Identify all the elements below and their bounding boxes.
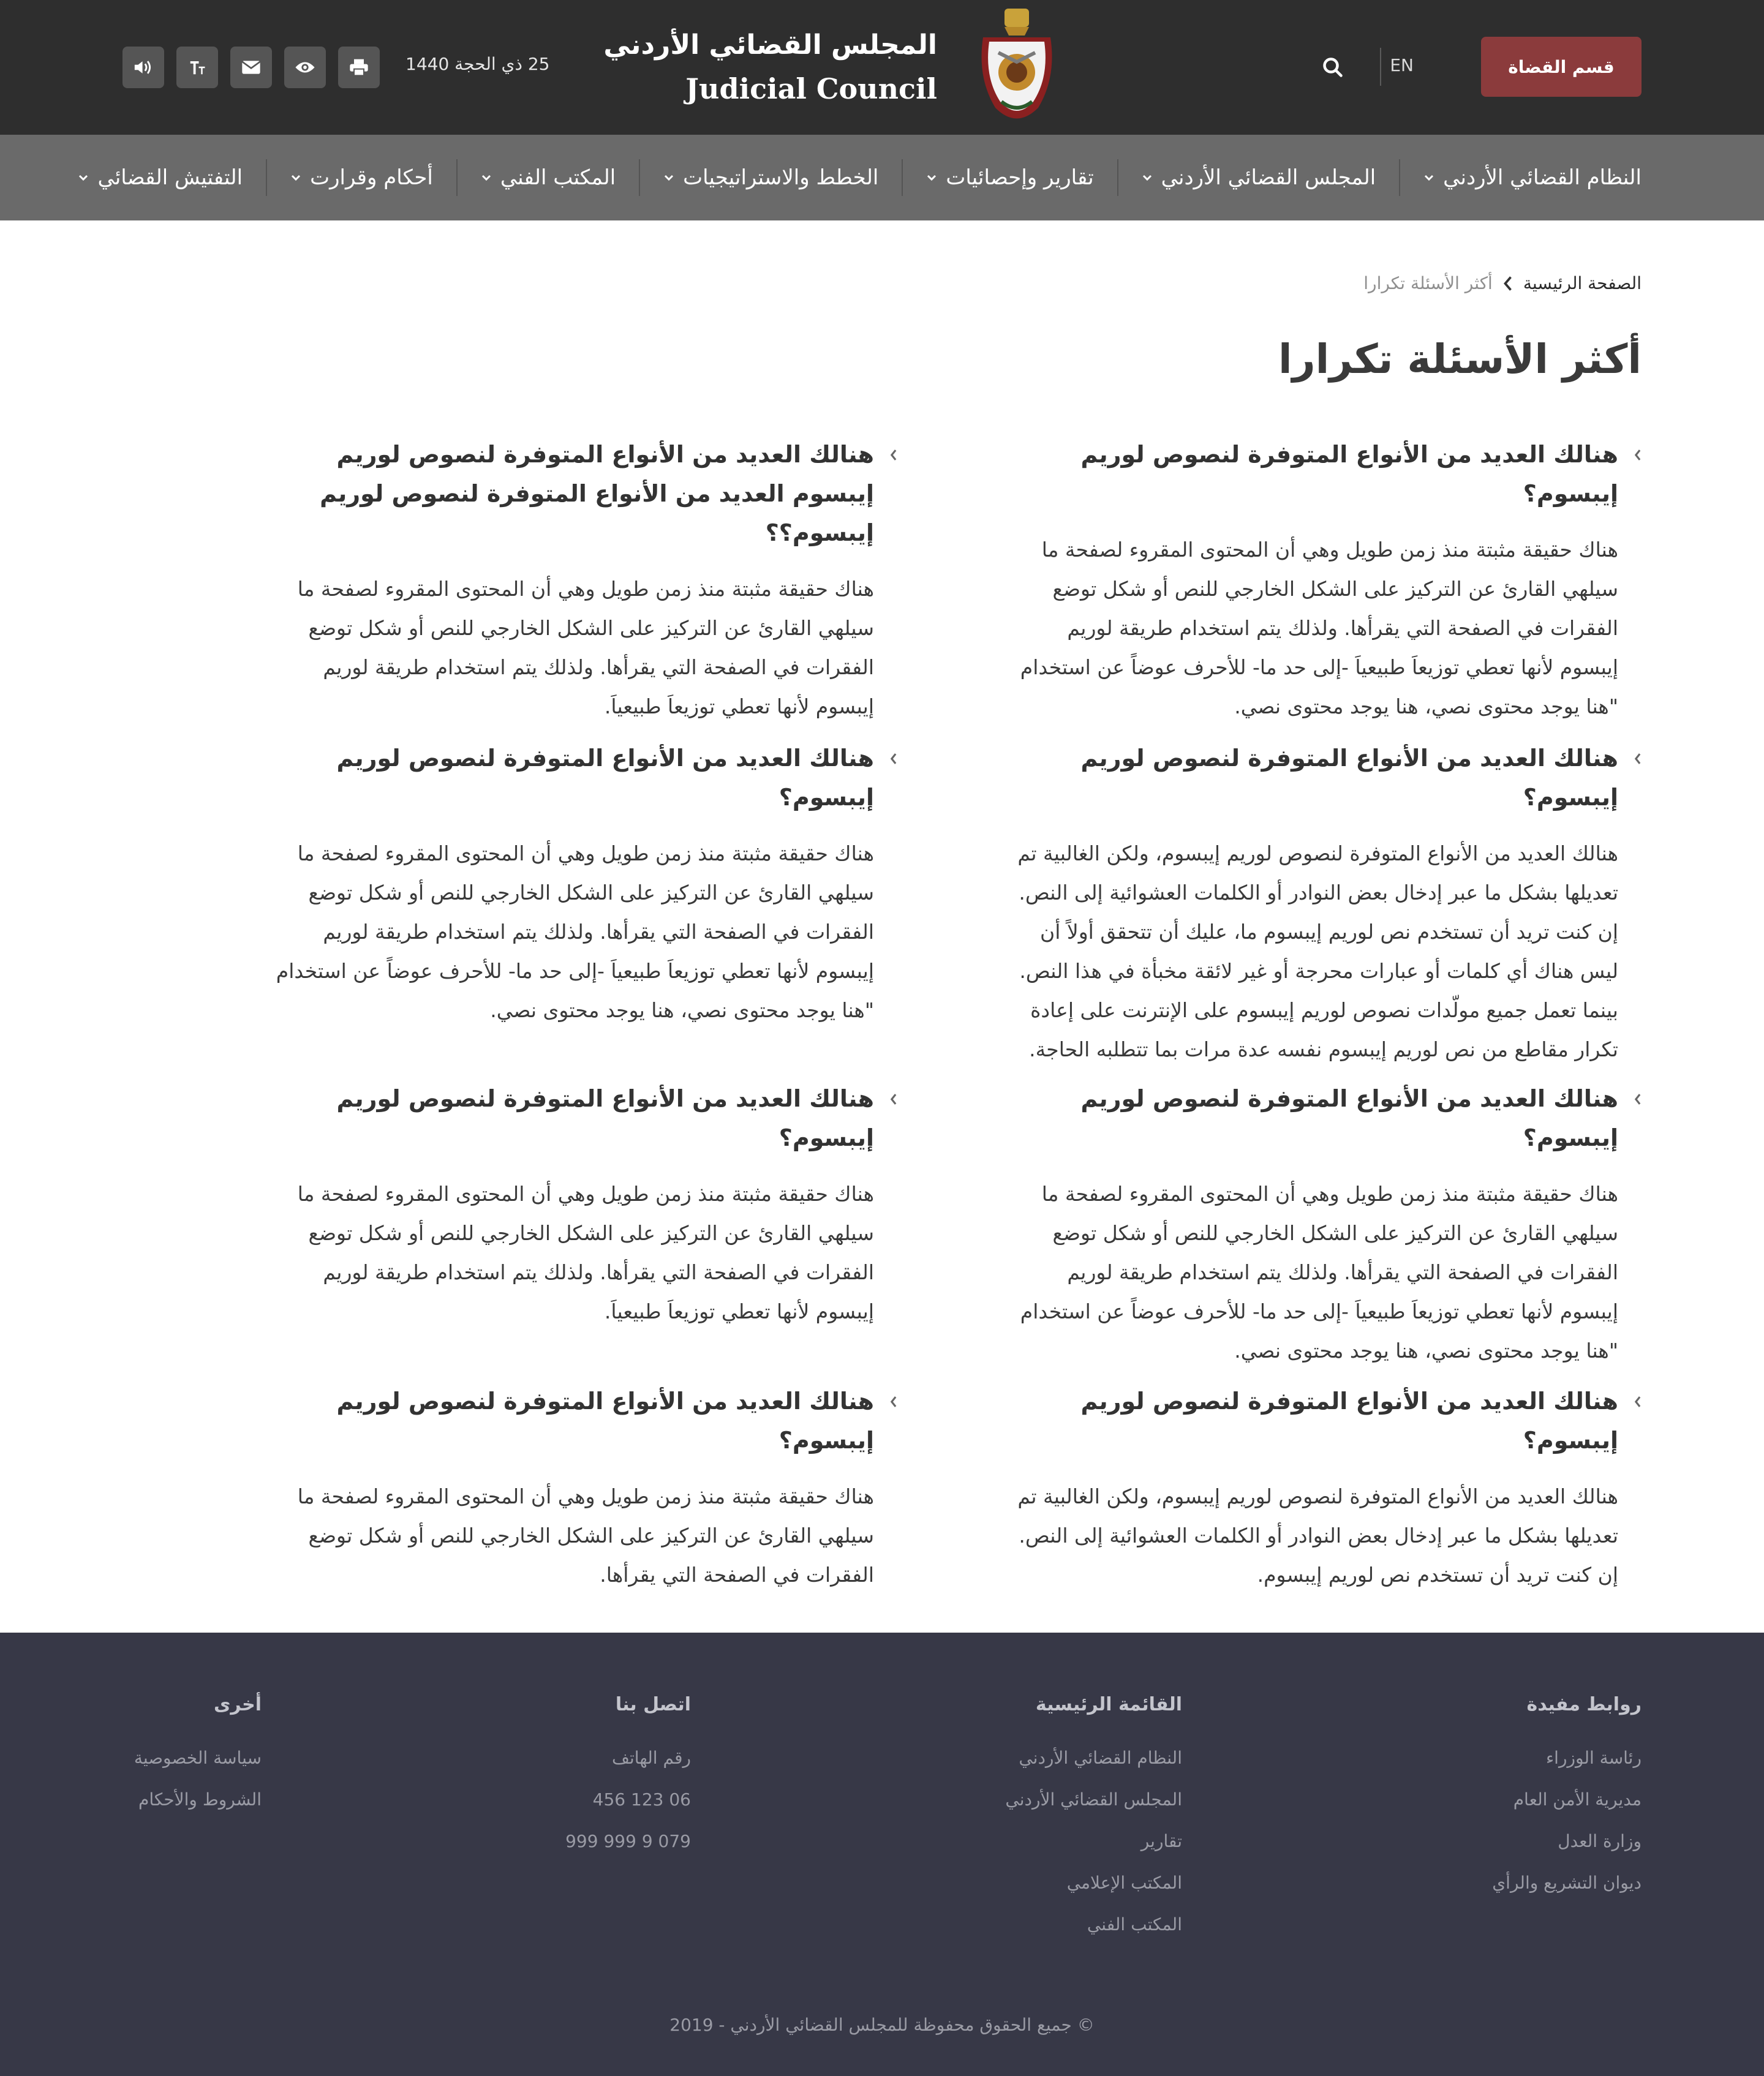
- nav-item-reports[interactable]: [902, 159, 1117, 196]
- faq-item[interactable]: [1005, 1079, 1642, 1371]
- print-button[interactable]: [338, 47, 380, 88]
- faq-question[interactable]: [1005, 1079, 1642, 1157]
- print-icon: [349, 58, 369, 77]
- chevron-left-icon: [889, 448, 899, 462]
- footer-phone-label: رقم الهاتف: [612, 1748, 691, 1768]
- footer-link[interactable]: تقارير: [1140, 1831, 1182, 1851]
- footer-column-title: القائمة الرئيسية: [1035, 1694, 1182, 1715]
- faq-item[interactable]: [260, 1079, 897, 1331]
- chevron-down-icon: [926, 172, 937, 183]
- faq-question-text: هنالك العديد من الأنواع المتوفرة لنصوص لوريم إيبسوم؟: [336, 1085, 874, 1151]
- font-size-icon: [188, 58, 206, 77]
- faq-question[interactable]: [260, 1079, 897, 1157]
- mail-button[interactable]: [230, 47, 272, 88]
- nav-item-label: الخطط والاستراتيجيات: [683, 165, 879, 190]
- faq-item[interactable]: [1005, 1382, 1642, 1595]
- chevron-down-icon: [1142, 172, 1153, 183]
- faq-question-text: هنالك العديد من الأنواع المتوفرة لنصوص لوريم إيبسوم؟: [1080, 441, 1618, 507]
- nav-item-label: تقارير وإحصائيات: [946, 165, 1094, 190]
- faq-answer: هناك حقيقة مثبتة منذ زمن طويل وهي أن المحتوى المقروء لصفحة ما سيلهي القارئ عن التركيز على الشكل الخارجي للنص أو شكل توضع الفقرات في الصفحة التي يقرأها. ولذلك يتم استخدام طريقة لوريم إيبسوم لأنها تعطي توزيعاَ طبيعياَ -إلى حد ما- للأحرف عوضاً عن استخدام "هنا يوجد محتوى نصي، هنا يوجد محتوى نصي.: [1020, 538, 1618, 718]
- faq-item[interactable]: [260, 1382, 897, 1595]
- breadcrumb-current: أكثر الأسئلة تكرارا: [1363, 273, 1493, 293]
- nav-item-inspection[interactable]: [78, 159, 266, 196]
- faq-question-text: هنالك العديد من الأنواع المتوفرة لنصوص لوريم إيبسوم؟: [336, 745, 874, 811]
- language-switch-link[interactable]: EN: [1390, 55, 1414, 75]
- site-logo[interactable]: [603, 4, 1063, 131]
- footer-link[interactable]: وزارة العدل: [1558, 1831, 1642, 1851]
- footer-column-title: أخرى: [213, 1694, 262, 1715]
- footer-useful-links: [1492, 1694, 1642, 1904]
- main-navigation: [0, 135, 1764, 220]
- coat-of-arms-icon: [971, 4, 1063, 129]
- footer-link[interactable]: سياسة الخصوصية: [134, 1748, 262, 1768]
- footer-mobile-number[interactable]: 079 9 999 999: [565, 1831, 691, 1851]
- header-divider: [1380, 48, 1381, 86]
- search-icon[interactable]: [1322, 56, 1344, 78]
- chevron-down-icon: [481, 172, 492, 183]
- nav-item-rulings[interactable]: [266, 159, 456, 196]
- breadcrumb-home-link[interactable]: الصفحة الرئيسية: [1523, 273, 1642, 293]
- accessibility-tools: [123, 47, 380, 88]
- hijri-date: 25 ذي الحجة 1440: [405, 54, 550, 74]
- nav-item-label: المجلس القضائي الأردني: [1161, 165, 1376, 190]
- faq-question-text: هنالك العديد من الأنواع المتوفرة لنصوص لوريم إيبسوم؟: [1080, 1085, 1618, 1151]
- faq-question[interactable]: [1005, 435, 1642, 513]
- faq-item[interactable]: [1005, 739, 1642, 1069]
- nav-item-judicial-system[interactable]: [1399, 159, 1642, 196]
- footer-column-title: اتصل بنا: [615, 1694, 691, 1715]
- chevron-down-icon: [78, 172, 89, 183]
- footer-column-title: روابط مفيدة: [1526, 1694, 1642, 1715]
- chevron-left-icon: [889, 1395, 899, 1408]
- faq-item[interactable]: [260, 739, 897, 1030]
- faq-question-text: هنالك العديد من الأنواع المتوفرة لنصوص لوريم إيبسوم؟: [1080, 1388, 1618, 1454]
- judges-section-button[interactable]: قسم القضاة: [1481, 37, 1642, 97]
- footer-other: [134, 1694, 262, 1821]
- chevron-left-icon: [1633, 1093, 1643, 1106]
- chevron-left-icon: [1633, 448, 1643, 462]
- chevron-down-icon: [1423, 172, 1434, 183]
- speaker-icon: [133, 58, 154, 77]
- footer-link[interactable]: مديرية الأمن العام: [1513, 1789, 1642, 1810]
- top-header: [0, 0, 1764, 135]
- footer-contact: [565, 1694, 691, 1862]
- chevron-left-icon: [1502, 275, 1513, 292]
- nav-item-label: النظام القضائي الأردني: [1443, 165, 1642, 190]
- faq-question-text: هنالك العديد من الأنواع المتوفرة لنصوص لوريم إيبسوم؟: [336, 1388, 874, 1454]
- faq-question-text: هنالك العديد من الأنواع المتوفرة لنصوص لوريم إيبسوم؟: [1080, 745, 1618, 811]
- footer-phone-number[interactable]: 06 123 456: [592, 1789, 691, 1810]
- font-size-button[interactable]: [176, 47, 218, 88]
- nav-item-strategies[interactable]: [639, 159, 902, 196]
- chevron-down-icon: [290, 172, 301, 183]
- nav-item-technical-office[interactable]: [456, 159, 639, 196]
- chevron-down-icon: [663, 172, 674, 183]
- footer-link[interactable]: رئاسة الوزراء: [1546, 1748, 1642, 1768]
- eye-icon: [295, 60, 315, 75]
- chevron-left-icon: [889, 752, 899, 765]
- faq-item[interactable]: [260, 435, 897, 726]
- faq-answer: هنالك العديد من الأنواع المتوفرة لنصوص لوريم إيبسوم، ولكن الغالبية تم تعديلها بشكل ما عبر إدخال بعض النوادر أو الكلمات العشوائية إلى النص. إن كنت تريد أن تستخدم نص لوريم إيبسوم.: [1017, 1484, 1618, 1587]
- page-title: أكثر الأسئلة تكرارا: [1278, 336, 1642, 383]
- faq-question[interactable]: [260, 435, 897, 552]
- speaker-button[interactable]: [123, 47, 164, 88]
- nav-item-label: المكتب الفني: [500, 165, 616, 190]
- footer-main-menu: [1005, 1694, 1182, 1946]
- footer-link[interactable]: الشروط والأحكام: [138, 1789, 262, 1810]
- footer-link[interactable]: النظام القضائي الأردني: [1019, 1748, 1182, 1768]
- footer-link[interactable]: المجلس القضائي الأردني: [1005, 1789, 1182, 1810]
- site-footer: [0, 1633, 1764, 2076]
- footer-link[interactable]: المكتب الإعلامي: [1066, 1873, 1182, 1893]
- faq-answer: هناك حقيقة مثبتة منذ زمن طويل وهي أن المحتوى المقروء لصفحة ما سيلهي القارئ عن التركيز على الشكل الخارجي للنص أو شكل توضع الفقرات في الصفحة التي يقرأها. ولذلك يتم استخدام طريقة لوريم إيبسوم لأنها تعطي توزيعاَ طبيعياَ.: [297, 577, 874, 718]
- nav-item-label: أحكام وقرارت: [310, 165, 433, 190]
- copyright-text: © جميع الحقوق محفوظة للمجلس القضائي الأردني - 2019: [669, 2015, 1095, 2035]
- faq-question[interactable]: [1005, 1382, 1642, 1460]
- faq-question[interactable]: [260, 739, 897, 817]
- chevron-left-icon: [1633, 752, 1643, 765]
- breadcrumb: [1363, 273, 1642, 293]
- logo-arabic-text: المجلس القضائي الأردني: [603, 29, 937, 61]
- faq-question[interactable]: [260, 1382, 897, 1460]
- nav-item-judicial-council[interactable]: [1117, 159, 1399, 196]
- mail-icon: [241, 59, 261, 75]
- faq-answer: هناك حقيقة مثبتة منذ زمن طويل وهي أن المحتوى المقروء لصفحة ما سيلهي القارئ عن التركيز على الشكل الخارجي للنص أو شكل توضع الفقرات في الصفحة التي يقرأها. ولذلك يتم استخدام طريقة لوريم إيبسوم لأنها تعطي توزيعاَ طبيعياَ -إلى حد ما- للأحرف عوضاً عن استخدام "هنا يوجد محتوى نصي، هنا يوجد محتوى نصي.: [1020, 1182, 1618, 1363]
- faq-question[interactable]: [1005, 739, 1642, 817]
- faq-answer: هناك حقيقة مثبتة منذ زمن طويل وهي أن المحتوى المقروء لصفحة ما سيلهي القارئ عن التركيز على الشكل الخارجي للنص أو شكل توضع الفقرات في الصفحة التي يقرأها. ولذلك يتم استخدام طريقة لوريم إيبسوم لأنها تعطي توزيعاَ طبيعياَ -إلى حد ما- للأحرف عوضاً عن استخدام "هنا يوجد محتوى نصي، هنا يوجد محتوى نصي.: [276, 841, 874, 1022]
- logo-english-text: Judicial Council: [685, 72, 937, 105]
- faq-answer: هنالك العديد من الأنواع المتوفرة لنصوص لوريم إيبسوم، ولكن الغالبية تم تعديلها بشكل ما عبر إدخال بعض النوادر أو الكلمات العشوائية إلى النص. إن كنت تريد أن تستخدم نص لوريم إيبسوم ما، عليك أن تتحقق أولاً أن ليس هناك أي كلمات أو عبارات محرجة أو غير لائقة مخبأة في هذا النص. بينما تعمل جميع مولّدات نصوص لوريم إيبسوم على الإنترنت على إعادة تكرار مقاطع من نص لوريم إيبسوم نفسه عدة مرات بما تتطلبه الحاجة.: [1017, 841, 1618, 1061]
- chevron-left-icon: [1633, 1395, 1643, 1408]
- view-button[interactable]: [284, 47, 326, 88]
- chevron-left-icon: [889, 1093, 899, 1106]
- footer-link[interactable]: ديوان التشريع والرأي: [1492, 1873, 1642, 1893]
- faq-item[interactable]: [1005, 435, 1642, 726]
- nav-item-label: التفتيش القضائي: [97, 165, 243, 190]
- faq-answer: هناك حقيقة مثبتة منذ زمن طويل وهي أن المحتوى المقروء لصفحة ما سيلهي القارئ عن التركيز على الشكل الخارجي للنص أو شكل توضع الفقرات في الصفحة التي يقرأها. ولذلك يتم استخدام طريقة لوريم إيبسوم لأنها تعطي توزيعاَ طبيعياَ.: [297, 1182, 874, 1323]
- faq-answer: هناك حقيقة مثبتة منذ زمن طويل وهي أن المحتوى المقروء لصفحة ما سيلهي القارئ عن التركيز على الشكل الخارجي للنص أو شكل توضع الفقرات في الصفحة التي يقرأها.: [297, 1484, 874, 1587]
- footer-link[interactable]: المكتب الفني: [1087, 1914, 1182, 1935]
- faq-question-text: هنالك العديد من الأنواع المتوفرة لنصوص لوريم إيبسوم العديد من الأنواع المتوفرة لنصوص لوريم إيبسوم؟؟: [320, 441, 874, 546]
